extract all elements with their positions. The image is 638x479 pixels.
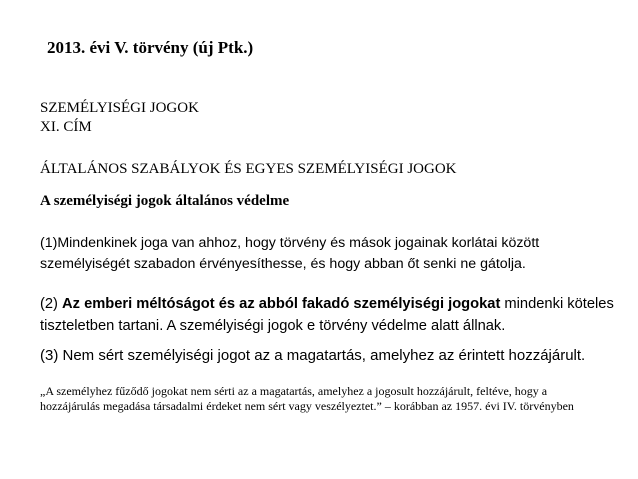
paragraph-2-emphasis: Az emberi méltóságot és az abból fakadó személyiségi jogokat bbox=[62, 296, 501, 312]
paragraph-1-line-2: személyiségét szabadon érvényesíthesse, és hogy abban őt senki ne gátolja. bbox=[40, 256, 526, 272]
section-subheading: A személyiségi jogok általános védelme bbox=[40, 193, 290, 209]
quote-line-1: „A személyhez fűződő jogokat nem sérti az a magatartás, amelyhez a jogosult hozzájárult, feltéve, hogy a bbox=[40, 384, 548, 398]
paragraph-2-suffix: mindenki köteles bbox=[500, 296, 614, 312]
paragraph-2-prefix: (2) bbox=[40, 296, 63, 312]
law-title: 2013. évi V. törvény (új Ptk.) bbox=[47, 38, 254, 57]
paragraph-1 bbox=[40, 233, 539, 275]
paragraph-3: (3) Nem sért személyiségi jogot az a magatartás, amelyhez az érintett hozzájárult. bbox=[40, 347, 586, 364]
paragraph-2 bbox=[40, 293, 614, 337]
chapter-heading: ÁLTALÁNOS SZABÁLYOK ÉS EGYES SZEMÉLYISÉGI JOGOK bbox=[40, 161, 457, 177]
book-heading: SZEMÉLYISÉGI JOGOK bbox=[40, 100, 199, 116]
quote-line-2: hozzájárulás megadása társadalmi érdeket nem sért vagy veszélyeztet.” – korábban az 1957. évi IV. törvényben bbox=[40, 399, 574, 413]
paragraph-2-line-2: tiszteletben tartani. A személyiségi jogok e törvény védelme alatt állnak. bbox=[40, 318, 506, 334]
title-number: XI. CÍM bbox=[40, 119, 92, 135]
paragraph-1-line-1: (1)Mindenkinek joga van ahhoz, hogy törvény és mások jogainak korlátai között bbox=[40, 235, 540, 251]
historical-quote bbox=[40, 384, 574, 414]
paragraph-2-line-1 bbox=[40, 293, 614, 315]
